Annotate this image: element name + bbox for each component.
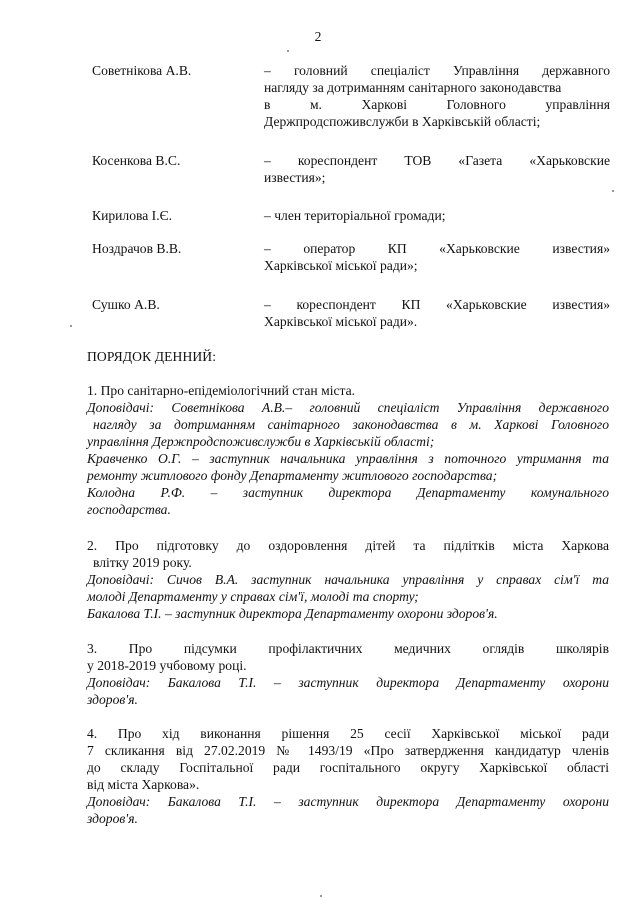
attendee-role [264,240,610,274]
agenda-item [87,640,609,708]
agenda-item [87,537,609,622]
speaker-line: Колодна Р.Ф. – заступник директора Департаменту комунального [87,485,609,500]
role-line: Харківської міської ради». [264,314,418,329]
speaker-line: Кравченко О.Г. – заступник начальника управління з поточного утримання та [87,451,609,466]
attendee-name: Сушко А.В. [92,297,160,312]
speaker-line: Доповідач: Бакалова Т.І. – заступник директора Департаменту охорони [87,794,609,809]
agenda-item-title: влітку 2019 року. [93,555,192,570]
agenda-item-title: 1. Про санітарно-епідеміологічний стан міста. [87,383,356,398]
role-line: – кореспондент КП «Харьковские известия» [264,297,610,312]
scan-speck [287,50,289,52]
role-line: в м. Харкові Головного управління [264,97,610,112]
speaker-line: Доповідачі: Советнікова А.В.– головний спеціаліст Управління державного [87,400,609,415]
attendee-role [264,62,610,130]
agenda-item-title: 2. Про підготовку до оздоровлення дітей та підлітків міста Харкова [87,538,609,553]
agenda-item-title: до складу Госпітальної ради госпітального округу Харківської області [87,760,609,775]
agenda-item [87,725,609,827]
speaker-line: управління Держпродспоживслужби в Харківській області; [87,434,435,449]
role-line: – оператор КП «Харьковские известия» [264,241,610,256]
scan-speck [70,325,72,327]
agenda-item-title: 3. Про підсумки профілактичних медичних оглядів школярів [87,641,609,656]
agenda-item [87,382,609,518]
role-line: Держпродспоживслужби в Харківській області; [264,114,541,129]
speaker-line: Доповідач: Бакалова Т.І. – заступник директора Департаменту охорони [87,675,609,690]
scan-speck [320,895,322,897]
attendee-role [264,207,610,224]
role-line: – головний спеціаліст Управління державного [264,63,610,78]
agenda-item-title: 7 скликання від 27.02.2019 № 1493/19 «Про затвердження кандидатур членів [87,743,609,758]
speaker-line: здоров'я. [87,811,138,826]
speaker-line: Бакалова Т.І. – заступник директора Департаменту охорони здоров'я. [87,606,498,621]
speaker-line: молоді Департаменту у справах сім'ї, молоді та спорту; [87,589,419,604]
scan-speck [612,190,614,192]
role-line: – кореспондент ТОВ «Газета «Харьковские [264,153,610,168]
role-line: Харківської міської ради»; [264,258,418,273]
speaker-line: нагляду за дотриманням санітарного законодавства в м. Харкові Головного [93,417,609,432]
role-line: – член територіальної громади; [264,208,446,223]
speaker-line: ремонту житлового фонду Департаменту житлового господарства; [87,468,498,483]
agenda-item-title: від міста Харкова». [87,777,200,792]
page-number: 2 [314,29,322,44]
speaker-line: Доповідачі: Сичов В.А. заступник начальника управління у справах сім'ї та [87,572,609,587]
agenda-item-title: у 2018-2019 учбовому році. [87,658,247,673]
role-line: известия»; [264,170,326,185]
speaker-line: здоров'я. [87,692,138,707]
attendee-name: Ноздрачов В.В. [92,241,182,256]
role-line: нагляду за дотриманням санітарного законодавства [264,80,562,95]
attendee-name: Кирилова І.Є. [92,208,172,223]
agenda-item-title: 4. Про хід виконання рішення 25 сесії Харківської міської ради [87,726,609,741]
attendee-name: Советнікова А.В. [92,63,192,78]
agenda-title: ПОРЯДОК ДЕННИЙ: [87,349,217,364]
speaker-line: господарства. [87,502,171,517]
attendee-role [264,296,610,330]
attendee-role [264,152,610,186]
attendee-name: Косенкова В.С. [92,153,181,168]
